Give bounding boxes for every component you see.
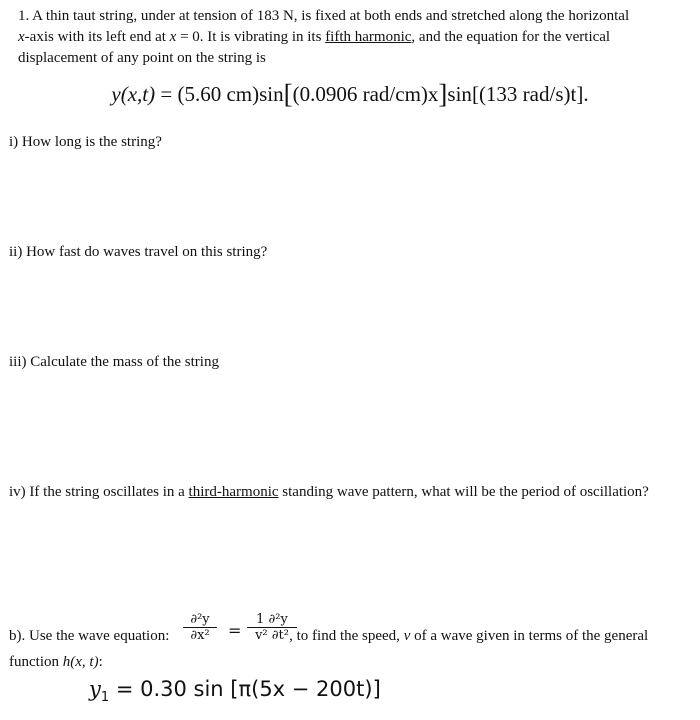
rhs-numerator: 1 ∂²y xyxy=(256,612,288,627)
eq-sin2: sin xyxy=(447,82,472,106)
q4-text: iv) If the string oscillates in a xyxy=(9,484,189,500)
intro-text: -axis with its left end at xyxy=(24,29,170,45)
part-b-label: b). Use the wave equation: xyxy=(9,628,174,644)
eq-arg1: (0.0906 rad/cm)x xyxy=(292,82,439,106)
question-2: ii) How fast do waves travel on this string? xyxy=(9,244,268,260)
fifth-harmonic-link: fifth harmonic xyxy=(325,29,412,45)
third-harmonic-link: third-harmonic xyxy=(188,484,279,500)
intro-var-x2: x xyxy=(169,29,177,45)
wave-eq-equals: = xyxy=(228,621,242,640)
part-b-text: : xyxy=(98,654,103,670)
intro-line-3: displacement of any point on the string is xyxy=(18,50,266,66)
lhs-denominator: ∂x² xyxy=(190,628,210,643)
rhs-denominator: v² ∂t² xyxy=(255,628,289,643)
part-b-line-2 xyxy=(9,654,103,671)
displacement-equation: y(x,t) = (5.60 cm)sin[(0.0906 rad/cm)x]sin[(133 rad/s)t]. xyxy=(111,79,589,109)
var-v: v xyxy=(403,628,411,644)
part-b-text: of a wave given in terms of the general xyxy=(410,628,649,644)
intro-line-1: 1. A thin taut string, under at tension of 183 N, is fixed at both ends and stretched along the horizontal xyxy=(18,8,630,24)
problem-intro xyxy=(18,6,688,69)
lhs-numerator: ∂²y xyxy=(190,612,210,627)
part-b-text: , to find the speed, xyxy=(289,628,404,644)
wave-eq-lhs-fraction xyxy=(183,612,217,643)
q4-text: standing wave pattern, what will be the period of oscillation? xyxy=(278,484,649,500)
part-b-text: function xyxy=(9,654,63,670)
question-4 xyxy=(9,484,649,501)
eq2-subscript: 1 xyxy=(100,690,110,705)
function-h: h(x, t) xyxy=(62,654,99,670)
eq2-body: = 0.30 sin [π(5x − 200t)] xyxy=(109,677,381,701)
question-3: iii) Calculate the mass of the string xyxy=(9,354,219,370)
eq-arg2: (133 rad/s)t xyxy=(478,82,577,106)
eq2-y: y xyxy=(89,677,101,701)
intro-text: , and the equation for the vertical xyxy=(411,29,611,45)
wave-eq-rhs-fraction xyxy=(247,612,297,643)
intro-var-x: x xyxy=(18,29,25,45)
part-b-line-1 xyxy=(9,628,648,645)
intro-line-2 xyxy=(18,27,688,48)
eq-lhs: y(x,t) xyxy=(111,82,156,106)
question-1: i) How long is the string? xyxy=(9,134,162,150)
wave-function-equation xyxy=(89,677,381,705)
intro-text: = 0. It is vibrating in its xyxy=(176,29,326,45)
eq-amplitude: = (5.60 cm)sin xyxy=(155,82,284,106)
eq-end: . xyxy=(583,82,589,106)
